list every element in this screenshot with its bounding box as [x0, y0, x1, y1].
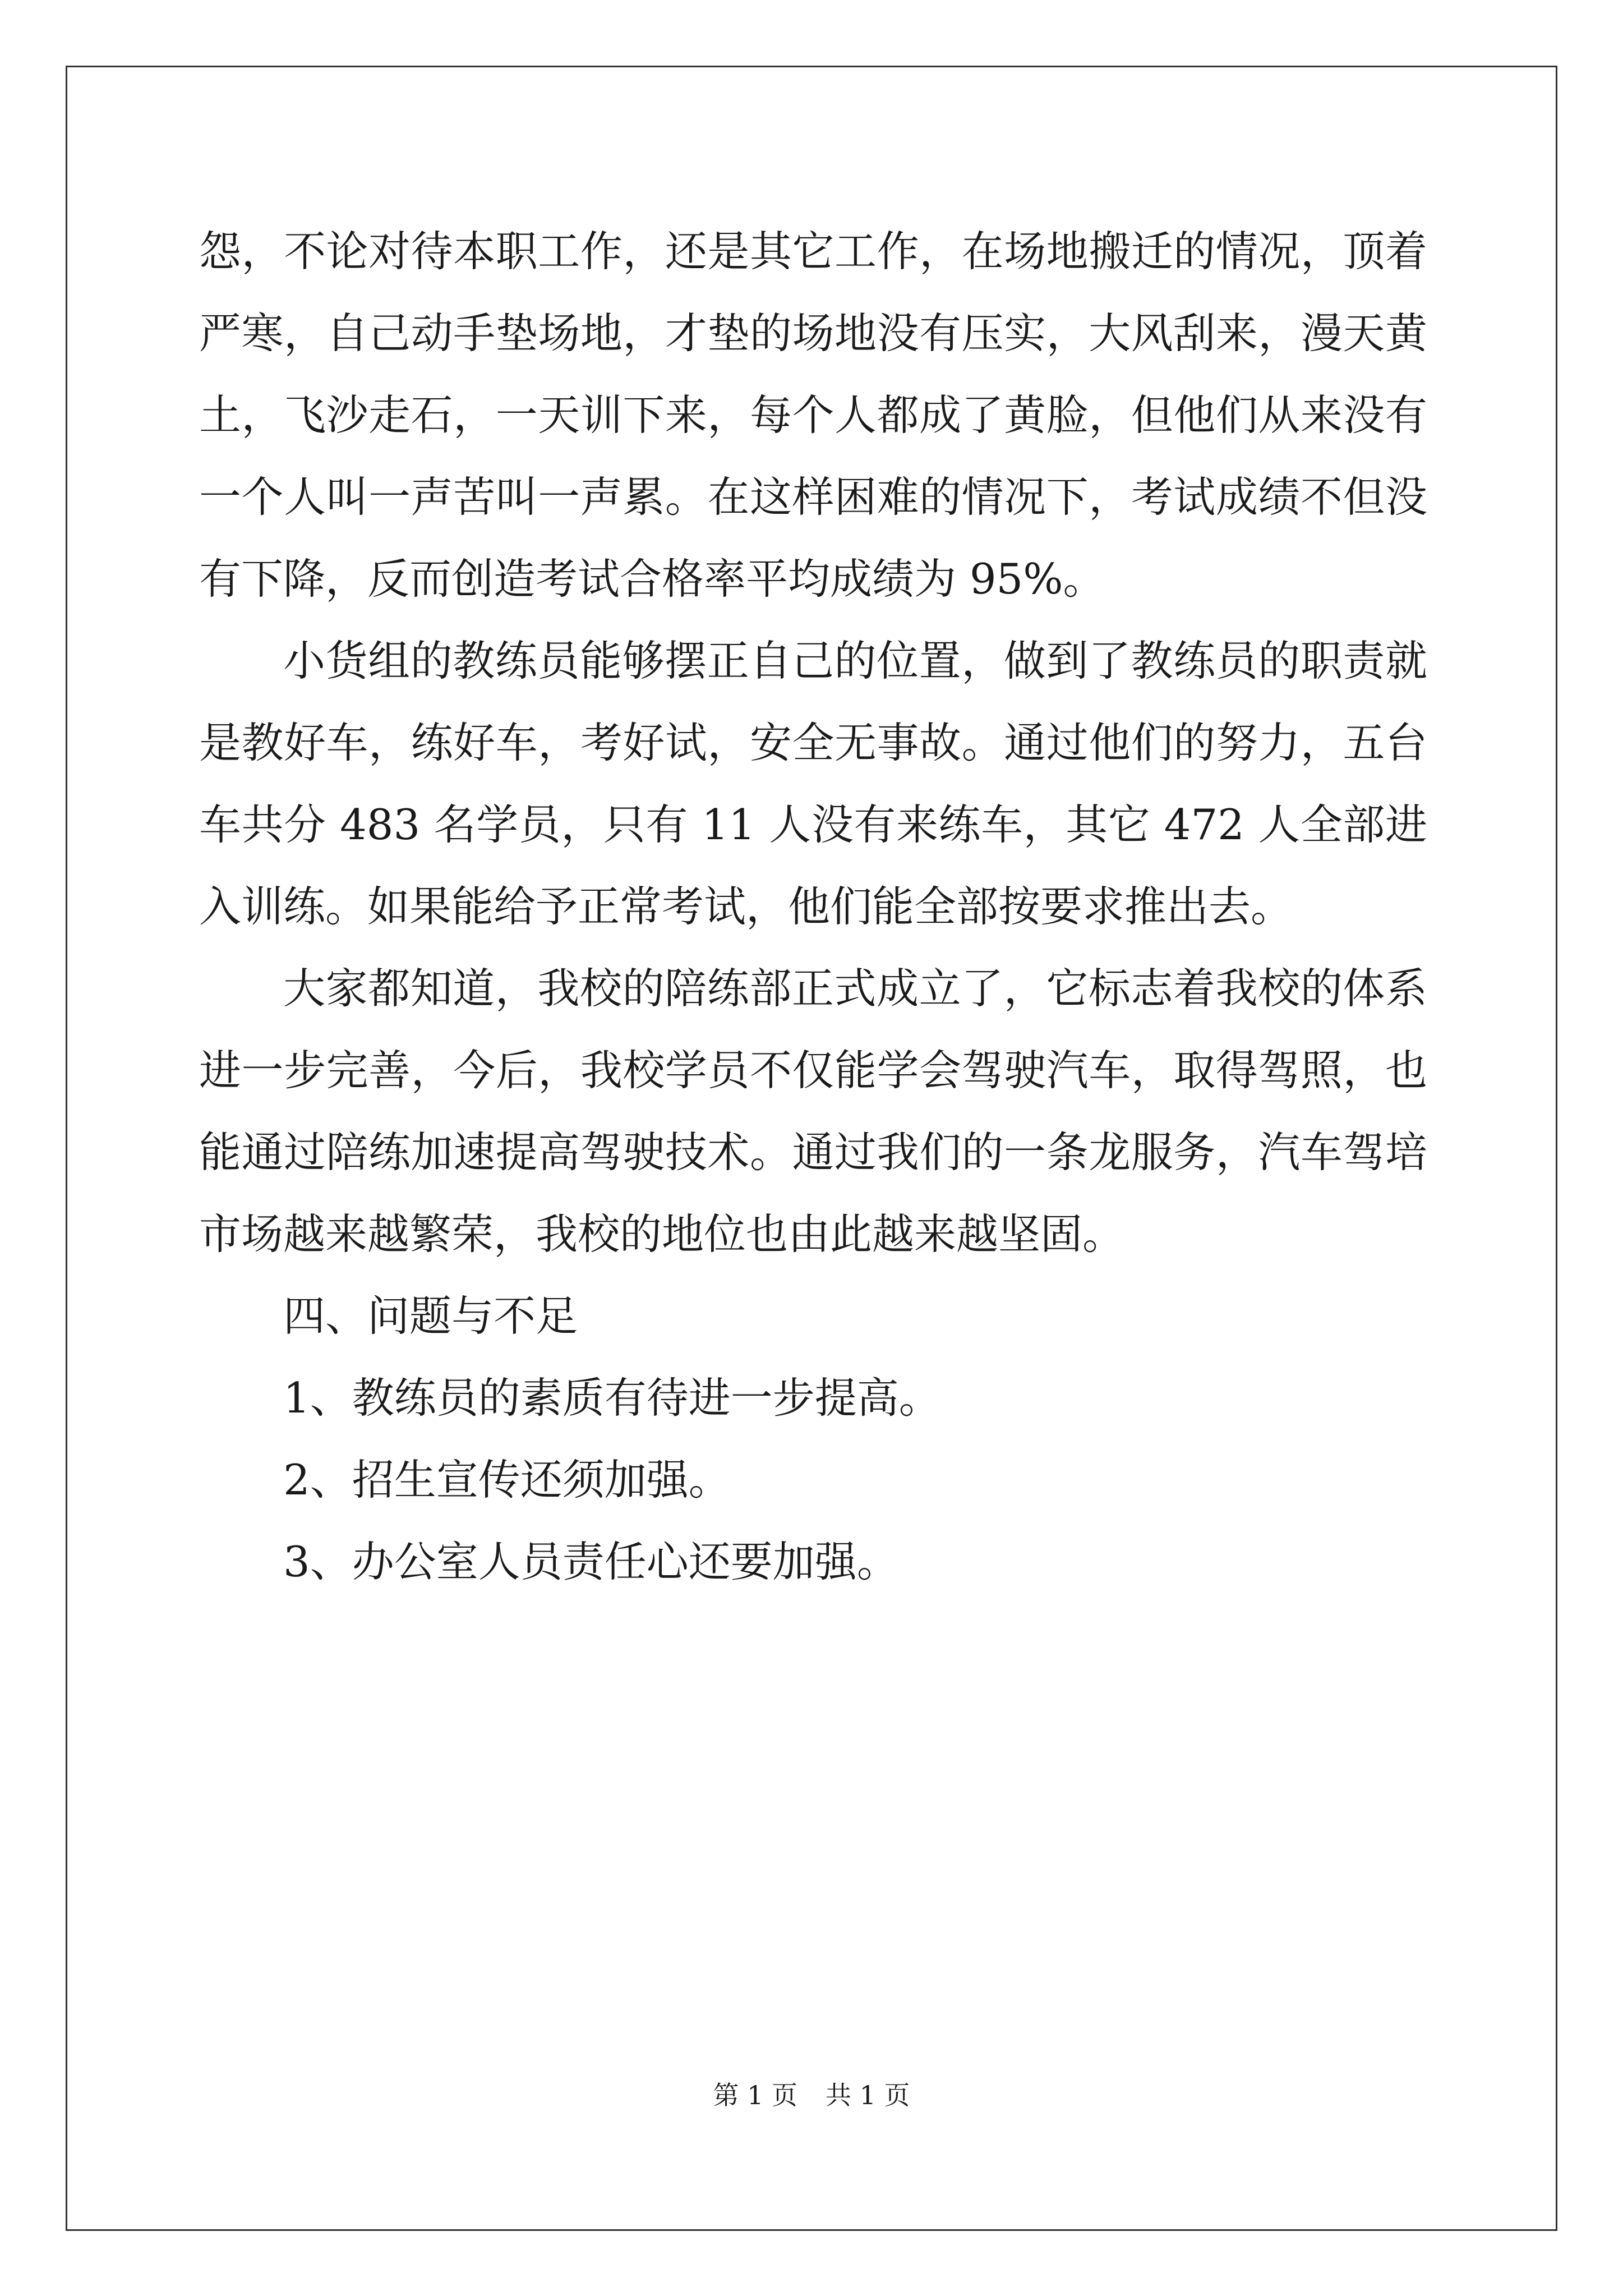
paragraph-continued: 怨，不论对待本职工作，还是其它工作，在场地搬迁的情况，顶着严寒，自己动手垫场地，才垫的场地没有压实，大风刮来，漫天黄土，飞沙走石，一天训下来，每个人都成了黄脸，但他们从来没有一个人叫一声苦叫一声累。在这样困难的情况下，考试成绩不但没有下降，反而创造考试合格率平均成绩为 95%。 [199, 227, 1427, 604]
section-heading-problems: 四、问题与不足 [283, 1291, 578, 1341]
page-footer [0, 2078, 1623, 2112]
paragraph-sparring-department: 大家都知道，我校的陪练部正式成立了，它标志着我校的体系进一步完善，今后，我校学员不仅能学会驾驶汽车，取得驾照，也能通过陪练加速提高驾驶技术。通过我们的一条龙服务，汽车驾培市场越来越繁荣，我校的地位也由此越来越坚固。 [199, 964, 1427, 1259]
page-number-current: 第 1 页 [713, 2080, 797, 2110]
list-item: 2、招生宣传还须加强。 [283, 1455, 731, 1504]
page-number-total: 共 1 页 [826, 2080, 910, 2110]
list-item: 3、办公室人员责任心还要加强。 [283, 1537, 899, 1586]
paragraph-coaching-group: 小货组的教练员能够摆正自己的位置，做到了教练员的职责就是教好车，练好车，考好试，安全无事故。通过他们的努力，五台车共分 483 名学员，只有 11 人没有来练车，其它 472 人全部进入训练。如果能给予正常考试，他们能全部按要求推出去。 [199, 636, 1427, 931]
document-body [199, 210, 1427, 1603]
list-item: 1、教练员的素质有待进一步提高。 [283, 1373, 941, 1423]
